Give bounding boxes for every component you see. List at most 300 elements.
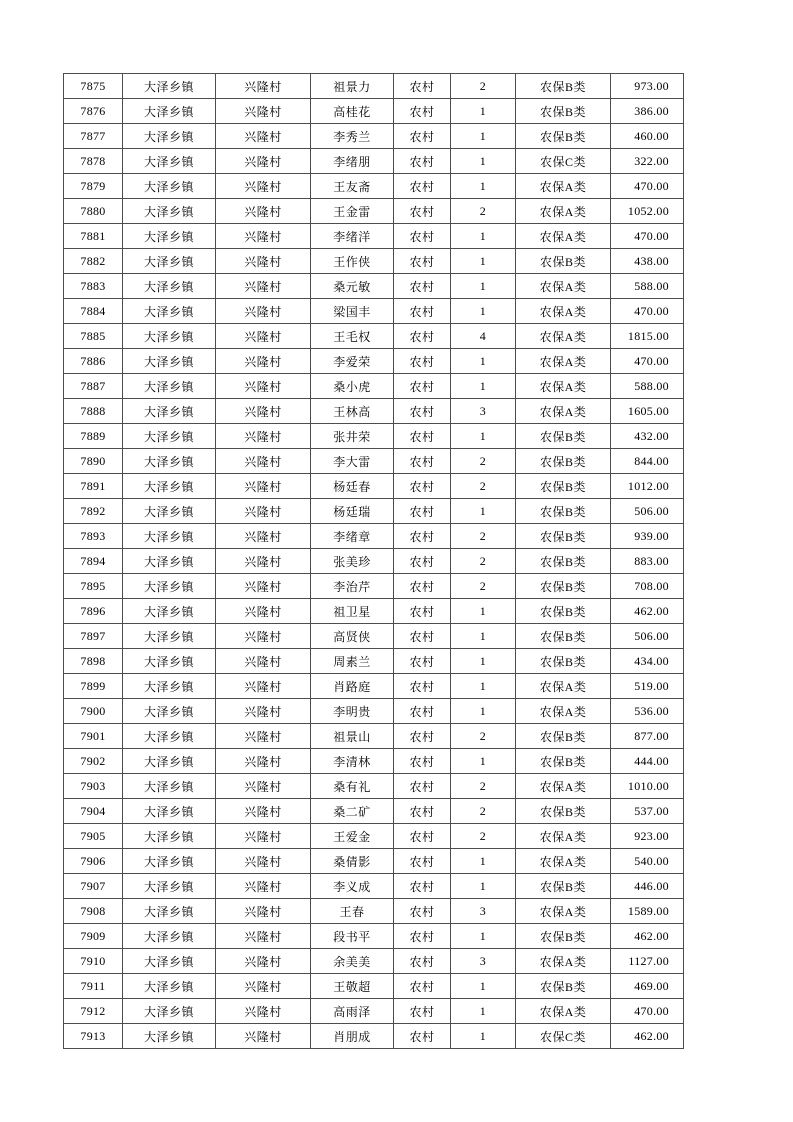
cell-name: 王春 [311, 899, 394, 924]
cell-village: 兴隆村 [216, 324, 311, 349]
cell-name: 桑元敏 [311, 274, 394, 299]
cell-seq: 7881 [64, 224, 123, 249]
cell-count: 1 [451, 874, 516, 899]
cell-count: 1 [451, 424, 516, 449]
cell-name: 肖路庭 [311, 674, 394, 699]
cell-amount: 1127.00 [611, 949, 684, 974]
cell-name: 段书平 [311, 924, 394, 949]
cell-count: 2 [451, 774, 516, 799]
cell-seq: 7886 [64, 349, 123, 374]
cell-count: 1 [451, 649, 516, 674]
cell-category: 农村 [394, 749, 451, 774]
cell-village: 兴隆村 [216, 974, 311, 999]
cell-type: 农保A类 [516, 274, 611, 299]
cell-name: 李明贵 [311, 699, 394, 724]
table-row [64, 924, 684, 949]
cell-village: 兴隆村 [216, 1024, 311, 1049]
cell-count: 2 [451, 724, 516, 749]
cell-type: 农保B类 [516, 499, 611, 524]
cell-town: 大泽乡镇 [123, 224, 216, 249]
cell-name: 李治芹 [311, 574, 394, 599]
cell-amount: 470.00 [611, 299, 684, 324]
cell-count: 3 [451, 399, 516, 424]
cell-type: 农保B类 [516, 474, 611, 499]
cell-village: 兴隆村 [216, 724, 311, 749]
cell-town: 大泽乡镇 [123, 274, 216, 299]
cell-seq: 7877 [64, 124, 123, 149]
cell-seq: 7911 [64, 974, 123, 999]
cell-type: 农保B类 [516, 99, 611, 124]
cell-type: 农保A类 [516, 374, 611, 399]
cell-seq: 7900 [64, 699, 123, 724]
cell-amount: 506.00 [611, 624, 684, 649]
cell-town: 大泽乡镇 [123, 774, 216, 799]
cell-amount: 540.00 [611, 849, 684, 874]
cell-category: 农村 [394, 299, 451, 324]
cell-count: 2 [451, 799, 516, 824]
cell-name: 李绪章 [311, 524, 394, 549]
table-row [64, 374, 684, 399]
cell-seq: 7908 [64, 899, 123, 924]
cell-seq: 7875 [64, 74, 123, 99]
cell-town: 大泽乡镇 [123, 574, 216, 599]
cell-village: 兴隆村 [216, 274, 311, 299]
cell-count: 1 [451, 999, 516, 1024]
table-body [64, 74, 684, 1049]
cell-name: 高贤侠 [311, 624, 394, 649]
cell-type: 农保C类 [516, 149, 611, 174]
cell-village: 兴隆村 [216, 424, 311, 449]
cell-count: 1 [451, 149, 516, 174]
cell-seq: 7894 [64, 549, 123, 574]
cell-type: 农保A类 [516, 774, 611, 799]
cell-category: 农村 [394, 99, 451, 124]
cell-type: 农保B类 [516, 549, 611, 574]
cell-category: 农村 [394, 224, 451, 249]
table-row [64, 124, 684, 149]
cell-type: 农保A类 [516, 349, 611, 374]
cell-seq: 7895 [64, 574, 123, 599]
cell-village: 兴隆村 [216, 474, 311, 499]
cell-category: 农村 [394, 74, 451, 99]
cell-village: 兴隆村 [216, 749, 311, 774]
cell-count: 1 [451, 499, 516, 524]
cell-count: 1 [451, 749, 516, 774]
cell-town: 大泽乡镇 [123, 449, 216, 474]
cell-town: 大泽乡镇 [123, 924, 216, 949]
cell-category: 农村 [394, 899, 451, 924]
cell-type: 农保A类 [516, 224, 611, 249]
cell-amount: 883.00 [611, 549, 684, 574]
cell-village: 兴隆村 [216, 999, 311, 1024]
cell-amount: 973.00 [611, 74, 684, 99]
cell-town: 大泽乡镇 [123, 174, 216, 199]
cell-name: 张井荣 [311, 424, 394, 449]
cell-amount: 1605.00 [611, 399, 684, 424]
cell-town: 大泽乡镇 [123, 349, 216, 374]
cell-village: 兴隆村 [216, 924, 311, 949]
table-row [64, 324, 684, 349]
cell-type: 农保B类 [516, 724, 611, 749]
cell-type: 农保B类 [516, 624, 611, 649]
cell-name: 李义成 [311, 874, 394, 899]
cell-category: 农村 [394, 424, 451, 449]
cell-town: 大泽乡镇 [123, 724, 216, 749]
cell-type: 农保A类 [516, 999, 611, 1024]
cell-town: 大泽乡镇 [123, 599, 216, 624]
cell-type: 农保B类 [516, 874, 611, 899]
cell-seq: 7912 [64, 999, 123, 1024]
cell-seq: 7879 [64, 174, 123, 199]
cell-village: 兴隆村 [216, 824, 311, 849]
table-row [64, 524, 684, 549]
cell-amount: 506.00 [611, 499, 684, 524]
cell-town: 大泽乡镇 [123, 824, 216, 849]
cell-seq: 7907 [64, 874, 123, 899]
cell-type: 农保B类 [516, 974, 611, 999]
cell-village: 兴隆村 [216, 74, 311, 99]
cell-type: 农保B类 [516, 124, 611, 149]
cell-type: 农保B类 [516, 924, 611, 949]
cell-category: 农村 [394, 174, 451, 199]
cell-name: 祖景山 [311, 724, 394, 749]
benefits-roster-table [63, 73, 684, 1049]
cell-count: 1 [451, 124, 516, 149]
cell-name: 王毛权 [311, 324, 394, 349]
cell-count: 1 [451, 299, 516, 324]
cell-village: 兴隆村 [216, 874, 311, 899]
cell-category: 农村 [394, 1024, 451, 1049]
cell-village: 兴隆村 [216, 674, 311, 699]
cell-village: 兴隆村 [216, 699, 311, 724]
cell-amount: 469.00 [611, 974, 684, 999]
cell-village: 兴隆村 [216, 99, 311, 124]
cell-village: 兴隆村 [216, 374, 311, 399]
cell-type: 农保A类 [516, 899, 611, 924]
cell-count: 1 [451, 624, 516, 649]
cell-amount: 536.00 [611, 699, 684, 724]
cell-name: 李爱荣 [311, 349, 394, 374]
cell-town: 大泽乡镇 [123, 124, 216, 149]
cell-category: 农村 [394, 449, 451, 474]
cell-type: 农保A类 [516, 949, 611, 974]
table-row [64, 399, 684, 424]
cell-category: 农村 [394, 774, 451, 799]
cell-name: 杨廷瑞 [311, 499, 394, 524]
cell-name: 肖朋成 [311, 1024, 394, 1049]
cell-town: 大泽乡镇 [123, 624, 216, 649]
table-row [64, 149, 684, 174]
table-row [64, 949, 684, 974]
cell-type: 农保A类 [516, 399, 611, 424]
cell-count: 2 [451, 199, 516, 224]
cell-count: 2 [451, 474, 516, 499]
cell-amount: 537.00 [611, 799, 684, 824]
cell-town: 大泽乡镇 [123, 524, 216, 549]
cell-seq: 7893 [64, 524, 123, 549]
cell-count: 1 [451, 924, 516, 949]
cell-name: 桑小虎 [311, 374, 394, 399]
cell-seq: 7909 [64, 924, 123, 949]
cell-town: 大泽乡镇 [123, 949, 216, 974]
cell-village: 兴隆村 [216, 299, 311, 324]
table-row [64, 599, 684, 624]
cell-seq: 7888 [64, 399, 123, 424]
cell-seq: 7891 [64, 474, 123, 499]
cell-category: 农村 [394, 849, 451, 874]
cell-village: 兴隆村 [216, 224, 311, 249]
table-row [64, 749, 684, 774]
cell-seq: 7899 [64, 674, 123, 699]
cell-count: 3 [451, 949, 516, 974]
cell-type: 农保B类 [516, 649, 611, 674]
cell-amount: 1815.00 [611, 324, 684, 349]
cell-category: 农村 [394, 149, 451, 174]
table-row [64, 824, 684, 849]
cell-count: 1 [451, 699, 516, 724]
cell-amount: 588.00 [611, 274, 684, 299]
cell-count: 1 [451, 224, 516, 249]
cell-name: 李绪朋 [311, 149, 394, 174]
cell-town: 大泽乡镇 [123, 499, 216, 524]
cell-amount: 877.00 [611, 724, 684, 749]
cell-village: 兴隆村 [216, 524, 311, 549]
cell-count: 1 [451, 349, 516, 374]
cell-category: 农村 [394, 999, 451, 1024]
cell-village: 兴隆村 [216, 624, 311, 649]
cell-village: 兴隆村 [216, 124, 311, 149]
table-row [64, 199, 684, 224]
cell-category: 农村 [394, 699, 451, 724]
cell-seq: 7885 [64, 324, 123, 349]
cell-name: 李清林 [311, 749, 394, 774]
cell-amount: 446.00 [611, 874, 684, 899]
cell-seq: 7882 [64, 249, 123, 274]
cell-type: 农保A类 [516, 299, 611, 324]
cell-seq: 7901 [64, 724, 123, 749]
cell-count: 1 [451, 274, 516, 299]
cell-count: 2 [451, 449, 516, 474]
cell-category: 农村 [394, 249, 451, 274]
table-row [64, 299, 684, 324]
cell-village: 兴隆村 [216, 449, 311, 474]
cell-town: 大泽乡镇 [123, 849, 216, 874]
cell-count: 1 [451, 99, 516, 124]
table-row [64, 174, 684, 199]
cell-amount: 588.00 [611, 374, 684, 399]
table-row [64, 799, 684, 824]
table-row [64, 74, 684, 99]
cell-category: 农村 [394, 799, 451, 824]
cell-town: 大泽乡镇 [123, 199, 216, 224]
cell-type: 农保A类 [516, 699, 611, 724]
cell-seq: 7910 [64, 949, 123, 974]
cell-name: 李绪洋 [311, 224, 394, 249]
cell-town: 大泽乡镇 [123, 474, 216, 499]
cell-category: 农村 [394, 399, 451, 424]
cell-count: 3 [451, 899, 516, 924]
cell-count: 1 [451, 249, 516, 274]
cell-seq: 7905 [64, 824, 123, 849]
cell-town: 大泽乡镇 [123, 424, 216, 449]
cell-count: 2 [451, 574, 516, 599]
cell-town: 大泽乡镇 [123, 74, 216, 99]
cell-name: 梁国丰 [311, 299, 394, 324]
cell-village: 兴隆村 [216, 174, 311, 199]
cell-amount: 1589.00 [611, 899, 684, 924]
cell-village: 兴隆村 [216, 849, 311, 874]
cell-count: 4 [451, 324, 516, 349]
cell-category: 农村 [394, 949, 451, 974]
cell-type: 农保A类 [516, 174, 611, 199]
table-row [64, 649, 684, 674]
cell-name: 王友斋 [311, 174, 394, 199]
cell-amount: 1012.00 [611, 474, 684, 499]
cell-count: 1 [451, 974, 516, 999]
cell-town: 大泽乡镇 [123, 899, 216, 924]
cell-amount: 1010.00 [611, 774, 684, 799]
cell-village: 兴隆村 [216, 799, 311, 824]
cell-town: 大泽乡镇 [123, 799, 216, 824]
cell-seq: 7906 [64, 849, 123, 874]
table-row [64, 499, 684, 524]
cell-amount: 519.00 [611, 674, 684, 699]
cell-town: 大泽乡镇 [123, 649, 216, 674]
cell-seq: 7884 [64, 299, 123, 324]
cell-town: 大泽乡镇 [123, 324, 216, 349]
cell-village: 兴隆村 [216, 599, 311, 624]
table-row [64, 1024, 684, 1049]
cell-seq: 7913 [64, 1024, 123, 1049]
cell-name: 王爱金 [311, 824, 394, 849]
cell-amount: 386.00 [611, 99, 684, 124]
cell-amount: 462.00 [611, 599, 684, 624]
cell-name: 张美珍 [311, 549, 394, 574]
cell-type: 农保A类 [516, 199, 611, 224]
cell-category: 农村 [394, 324, 451, 349]
cell-amount: 444.00 [611, 749, 684, 774]
cell-name: 桑二矿 [311, 799, 394, 824]
cell-seq: 7896 [64, 599, 123, 624]
cell-type: 农保B类 [516, 749, 611, 774]
cell-category: 农村 [394, 474, 451, 499]
cell-village: 兴隆村 [216, 949, 311, 974]
cell-category: 农村 [394, 824, 451, 849]
table-row [64, 674, 684, 699]
cell-name: 高雨泽 [311, 999, 394, 1024]
cell-town: 大泽乡镇 [123, 749, 216, 774]
cell-seq: 7898 [64, 649, 123, 674]
cell-amount: 438.00 [611, 249, 684, 274]
cell-seq: 7890 [64, 449, 123, 474]
cell-count: 1 [451, 599, 516, 624]
cell-seq: 7887 [64, 374, 123, 399]
table-row [64, 874, 684, 899]
cell-category: 农村 [394, 599, 451, 624]
table-row [64, 699, 684, 724]
table-row [64, 774, 684, 799]
cell-type: 农保A类 [516, 324, 611, 349]
cell-category: 农村 [394, 524, 451, 549]
table-row [64, 474, 684, 499]
cell-count: 1 [451, 174, 516, 199]
cell-amount: 462.00 [611, 924, 684, 949]
table-row [64, 724, 684, 749]
table-row [64, 849, 684, 874]
cell-amount: 470.00 [611, 224, 684, 249]
table-row [64, 999, 684, 1024]
cell-category: 农村 [394, 374, 451, 399]
cell-category: 农村 [394, 499, 451, 524]
cell-town: 大泽乡镇 [123, 699, 216, 724]
table-row [64, 974, 684, 999]
cell-town: 大泽乡镇 [123, 874, 216, 899]
cell-name: 周素兰 [311, 649, 394, 674]
cell-name: 王林高 [311, 399, 394, 424]
cell-amount: 470.00 [611, 349, 684, 374]
cell-type: 农保B类 [516, 524, 611, 549]
cell-town: 大泽乡镇 [123, 674, 216, 699]
cell-village: 兴隆村 [216, 574, 311, 599]
cell-name: 桑有礼 [311, 774, 394, 799]
cell-amount: 322.00 [611, 149, 684, 174]
cell-amount: 460.00 [611, 124, 684, 149]
cell-amount: 470.00 [611, 999, 684, 1024]
cell-seq: 7876 [64, 99, 123, 124]
cell-village: 兴隆村 [216, 249, 311, 274]
cell-village: 兴隆村 [216, 349, 311, 374]
cell-count: 1 [451, 1024, 516, 1049]
cell-category: 农村 [394, 724, 451, 749]
cell-town: 大泽乡镇 [123, 149, 216, 174]
cell-town: 大泽乡镇 [123, 99, 216, 124]
cell-town: 大泽乡镇 [123, 1024, 216, 1049]
table-row [64, 549, 684, 574]
cell-village: 兴隆村 [216, 499, 311, 524]
table-row [64, 424, 684, 449]
cell-amount: 923.00 [611, 824, 684, 849]
cell-town: 大泽乡镇 [123, 974, 216, 999]
cell-town: 大泽乡镇 [123, 374, 216, 399]
cell-amount: 462.00 [611, 1024, 684, 1049]
cell-name: 祖卫星 [311, 599, 394, 624]
cell-town: 大泽乡镇 [123, 549, 216, 574]
cell-village: 兴隆村 [216, 649, 311, 674]
cell-amount: 470.00 [611, 174, 684, 199]
cell-name: 高桂花 [311, 99, 394, 124]
cell-category: 农村 [394, 124, 451, 149]
cell-seq: 7904 [64, 799, 123, 824]
table-row [64, 899, 684, 924]
cell-village: 兴隆村 [216, 199, 311, 224]
table-row [64, 249, 684, 274]
cell-village: 兴隆村 [216, 549, 311, 574]
table-row [64, 274, 684, 299]
cell-category: 农村 [394, 349, 451, 374]
cell-category: 农村 [394, 274, 451, 299]
cell-name: 祖景力 [311, 74, 394, 99]
cell-name: 王金雷 [311, 199, 394, 224]
table-row [64, 449, 684, 474]
cell-village: 兴隆村 [216, 899, 311, 924]
cell-name: 李秀兰 [311, 124, 394, 149]
cell-count: 2 [451, 74, 516, 99]
cell-seq: 7903 [64, 774, 123, 799]
cell-amount: 844.00 [611, 449, 684, 474]
cell-name: 王作侠 [311, 249, 394, 274]
cell-type: 农保A类 [516, 849, 611, 874]
cell-village: 兴隆村 [216, 399, 311, 424]
